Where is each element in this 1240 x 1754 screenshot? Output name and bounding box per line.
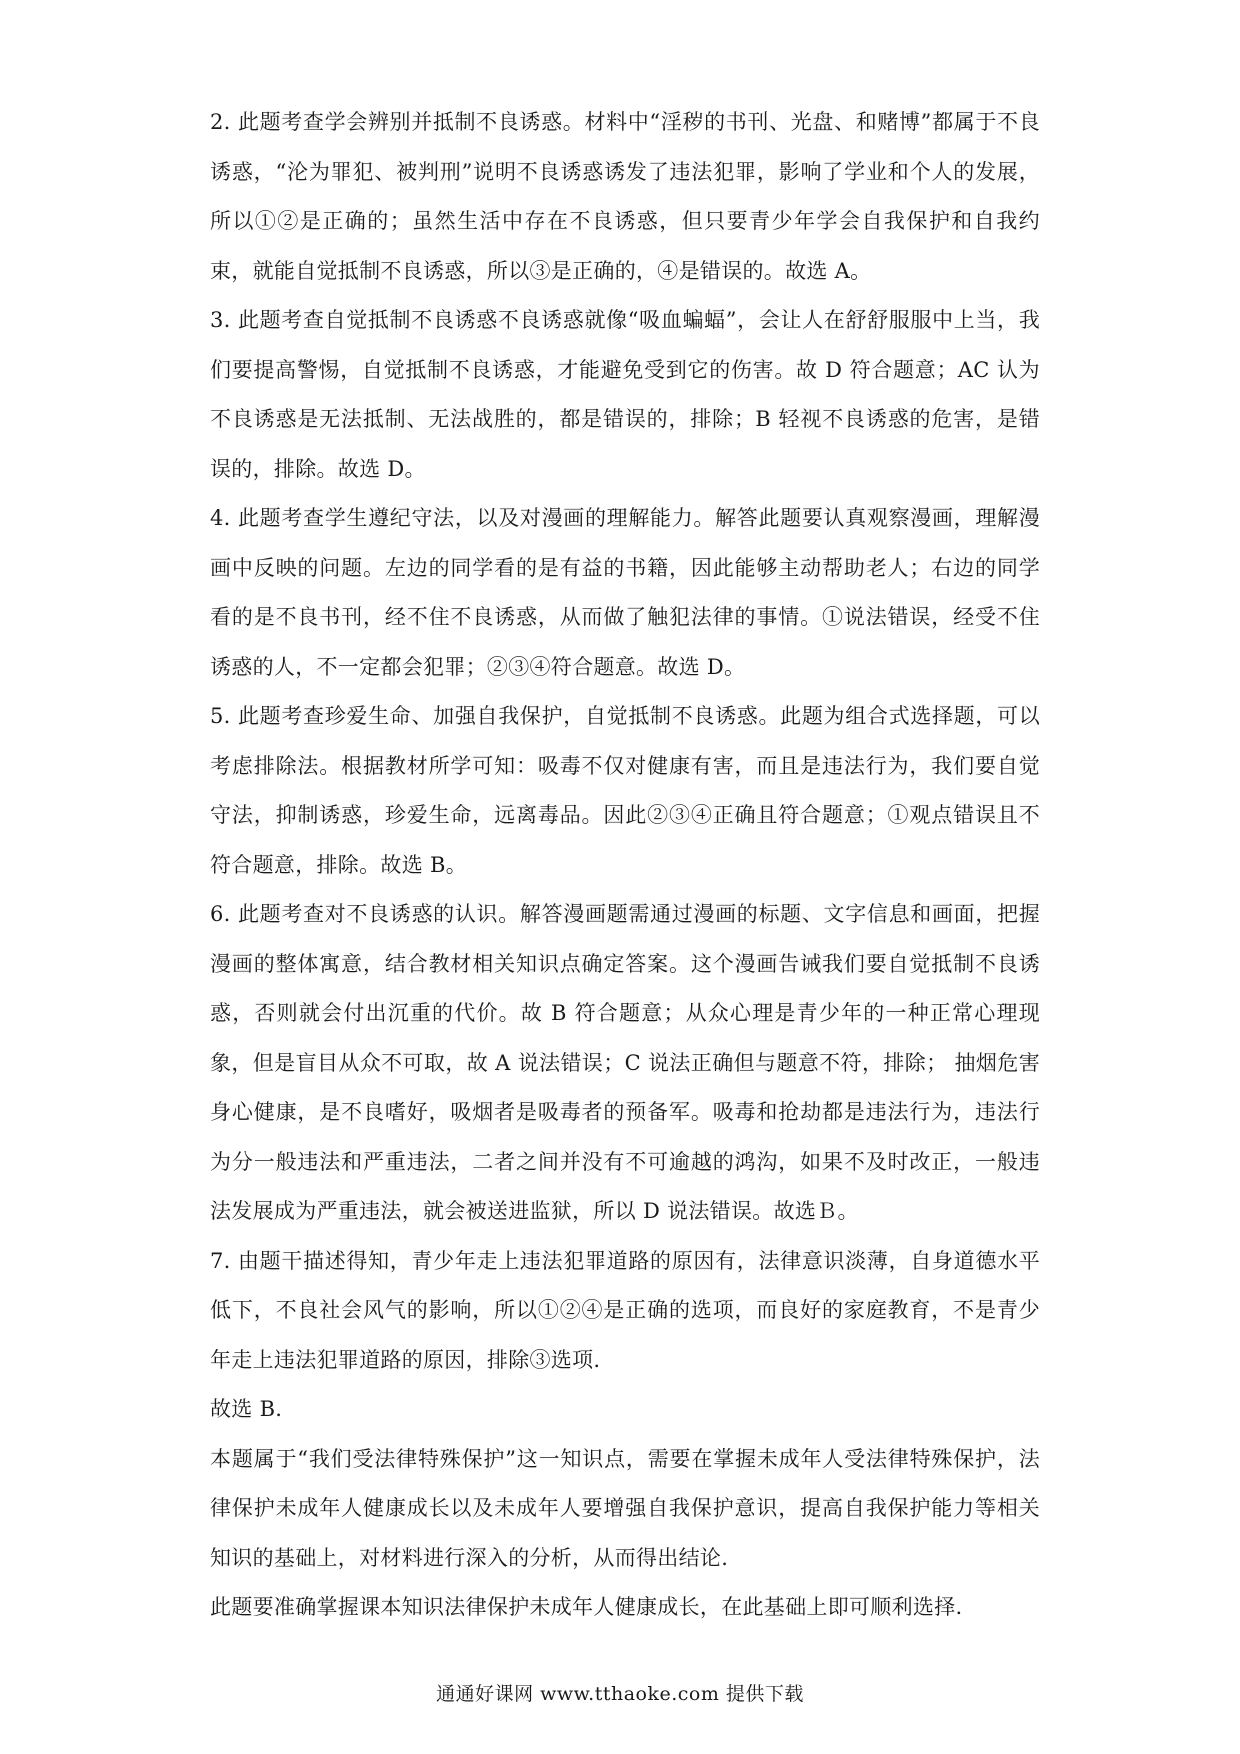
explanation-q4: 4. 此题考查学生遵纪守法，以及对漫画的理解能力。解答此题要认真观察漫画，理解漫画中反映的问题。左边的同学看的是有益的书籍，因此能够主动帮助老人；右边的同学看的是不良书刊，经不住不良诱惑，从而做了触犯法律的事情。①说法错误，经受不住诱惑的人，不一定都会犯罪；②③④符合题意。故选 D。 (210, 506, 1040, 679)
explanation-q7: 7. 由题干描述得知，青少年走上违法犯罪道路的原因有，法律意识淡薄，自身道德水平低下，不良社会风气的影响，所以①②④是正确的选项，而良好的家庭教育，不是青少年走上违法犯罪道路的原因，排除③选项. (210, 1248, 1040, 1372)
answer-choice-q7: 故选 B. (210, 1397, 283, 1421)
answer-explanations (210, 98, 1040, 1633)
footer-source-line: 通通好课网 www.tthaoke.com 提供下载 (436, 1683, 804, 1705)
summary-note: 此题要准确掌握课本知识法律保护未成年人健康成长，在此基础上即可顺利选择. (210, 1595, 963, 1619)
explanation-q2: 2. 此题考查学会辨别并抵制不良诱惑。材料中“淫秽的书刊、光盘、和赌博”都属于不良诱惑，“沦为罪犯、被判刑”说明不良诱惑诱发了违法犯罪，影响了学业和个人的发展，所以①②是正确的；虽然生活中存在不良诱惑，但只要青少年学会自我保护和自我约束，就能自觉抵制不良诱惑，所以③是正确的，④是错误的。故选 A。 (210, 110, 1040, 283)
explanation-q5: 5. 此题考查珍爱生命、加强自我保护，自觉抵制不良诱惑。此题为组合式选择题，可以考虑排除法。根据教材所学可知：吸毒不仅对健康有害，而且是违法行为，我们要自觉守法，抑制诱惑，珍爱生命，远离毒品。因此②③④正确且符合题意；①观点错误且不符合题意，排除。故选 B。 (210, 704, 1040, 877)
knowledge-point-note: 本题属于“我们受法律特殊保护”这一知识点，需要在掌握未成年人受法律特殊保护，法律保护未成年人健康成长以及未成年人要增强自我保护意识，提高自我保护能力等相关知识的基础上，对材料进行深入的分析，从而得出结论. (210, 1446, 1040, 1570)
explanation-q3: 3. 此题考查自觉抵制不良诱惑不良诱惑就像“吸血蝙蝠”，会让人在舒舒服服中上当，我们要提高警惕，自觉抵制不良诱惑，才能避免受到它的伤害。故 D 符合题意；AC 认为不良诱惑是无法抵制、无法战胜的，都是错误的，排除；B 轻视不良诱惑的危害，是错误的，排除。故选 D。 (210, 308, 1040, 481)
explanation-q6: 6. 此题考查对不良诱惑的认识。解答漫画题需通过漫画的标题、文字信息和画面，把握漫画的整体寓意，结合教材相关知识点确定答案。这个漫画告诫我们要自觉抵制不良诱惑，否则就会付出沉重的代价。故 B 符合题意；从众心理是青少年的一种正常心理现象，但是盲目从众不可取，故 A 说法错误；C 说法正确但与题意不符，排除； 抽烟危害身心健康，是不良嗜好，吸烟者是吸毒者的预备军。吸毒和抢劫都是违法行为，违法行为分一般违法和严重违法，二者之间并没有不可逾越的鸿沟，如果不及时改正，一般违法发展成为严重违法，就会被送进监狱，所以 D 说法错误。故选Ｂ。 (210, 902, 1040, 1223)
